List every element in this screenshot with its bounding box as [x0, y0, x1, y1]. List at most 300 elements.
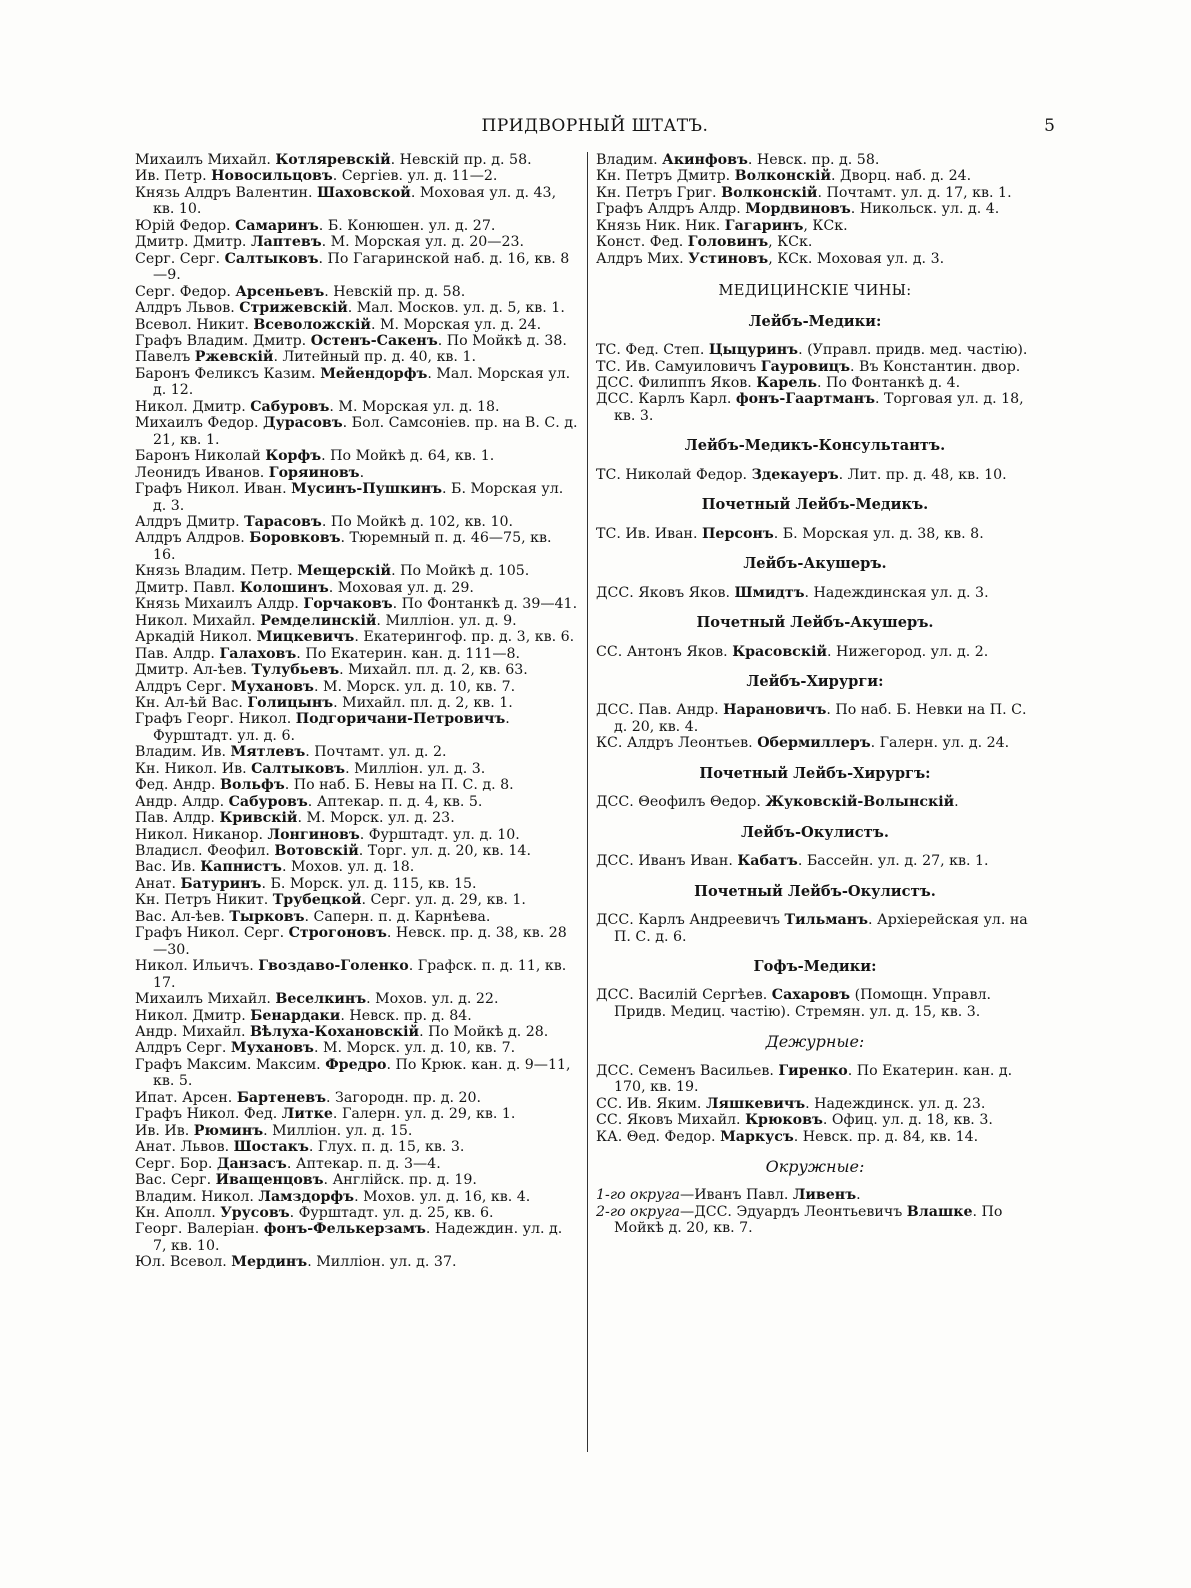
entry-prefix: Серг. Серг.: [135, 250, 225, 267]
entry-address: . М. Морск. ул. д. 10, кв. 7.: [313, 1040, 516, 1057]
directory-entry: [596, 201, 1038, 217]
entry-prefix: Михаилъ Федор.: [135, 415, 263, 432]
entry-address: . (Управл. придв. мед. частію).: [798, 342, 1028, 359]
entry-address: , КСк.: [803, 217, 848, 234]
entry-prefix: Леонидъ Иванов.: [135, 464, 269, 481]
entry-surname: Капнистъ: [200, 859, 282, 876]
directory-entry: [596, 1204, 1038, 1237]
section-title: Почетный Лейбъ-Хирургъ:: [699, 764, 931, 782]
entry-address: . Мохов. ул. д. 16, кв. 4.: [354, 1188, 531, 1205]
directory-entry: [135, 580, 578, 596]
entry-surname: Ляшкевичъ: [705, 1095, 806, 1112]
directory-entry: [596, 218, 1038, 234]
entry-prefix: Алдръ Алдров.: [135, 530, 250, 547]
entry-address: . Мал. Москов. ул. д. 5, кв. 1.: [347, 300, 565, 317]
directory-entry: [135, 958, 578, 991]
directory-entry: [135, 761, 578, 777]
section-title: Лейбъ-Хирурги:: [746, 672, 884, 690]
entry-surname: Данзасъ: [216, 1155, 287, 1172]
entry-address: . Дворц. наб. д. 24.: [831, 168, 972, 185]
entry-prefix: Кн. Ал-ѣй Вас.: [135, 694, 248, 711]
entry-address: . Фурштадт. ул. д. 25, кв. 6.: [289, 1205, 494, 1221]
entry-surname: Акинфовъ: [662, 152, 748, 168]
entry-surname: Колошинъ: [239, 579, 329, 596]
entry-address: . Аптекар. п. д. 3—4.: [286, 1155, 441, 1172]
entry-surname: Тулубьевъ: [251, 662, 340, 679]
directory-entry: [596, 391, 1038, 424]
entry-surname: Иващенцовъ: [215, 1172, 324, 1189]
entry-address: . Галерн. ул. д. 29, кв. 1.: [332, 1106, 516, 1123]
entry-address: . Б. Морская ул. д. 3.: [153, 481, 564, 514]
district-label: 1-го округа: [596, 1187, 680, 1204]
directory-entry: [135, 662, 578, 678]
directory-entry: [135, 152, 578, 168]
entry-surname: Мещерскій: [297, 563, 392, 580]
directory-entry: [135, 1139, 578, 1155]
entry-prefix: Князь Михаилъ Алдр.: [135, 596, 304, 613]
entry-address: , КСк. Моховая ул. д. 3.: [768, 250, 945, 267]
entry-address: . Невск. пр. д. 38, кв. 28—30.: [153, 925, 567, 958]
entry-prefix: Князь Владим. Петр.: [135, 563, 298, 580]
entry-address: .: [359, 464, 365, 481]
entry-prefix: Всевол. Никит.: [135, 316, 254, 333]
directory-entry: [596, 853, 1038, 869]
entry-address: . По Фонтанкѣ д. 4.: [816, 374, 961, 391]
entry-prefix: Алдръ Львов.: [135, 300, 240, 317]
directory-entry: [135, 827, 578, 843]
entry-address: . Милліон. ул. д. 3.: [345, 760, 486, 777]
directory-entry: [596, 794, 1038, 810]
directory-entry: [135, 596, 578, 612]
directory-entry: [135, 514, 578, 530]
directory-entry: [135, 1172, 578, 1188]
entry-address: . Англійск. пр. д. 19.: [323, 1172, 477, 1189]
entry-address: . По наб. Б. Невки на П. С. д. 20, кв. 4.: [614, 702, 1027, 735]
section-title: Почетный Лейбъ-Медикъ.: [701, 496, 929, 514]
section-title: Почетный Лейбъ-Окулистъ.: [694, 882, 936, 900]
entry-surname: Гвоздаво-Голенко: [258, 958, 409, 975]
directory-entry: [135, 415, 578, 448]
directory-entry: [596, 702, 1038, 735]
entry-prefix: КС. Алдръ Леонтьев.: [596, 735, 758, 752]
page-header: [135, 116, 1055, 144]
entry-surname: Трубецкой: [272, 892, 362, 909]
entry-surname: Салтыковъ: [251, 760, 346, 777]
entry-surname: Боровковъ: [249, 530, 341, 547]
entry-surname: Мятлевъ: [230, 744, 306, 761]
entry-address: . Бол. Самсоніев. пр. на В. С. д. 21, кв. 1.: [153, 415, 578, 448]
entry-prefix: Графъ Никол. Фед.: [135, 1106, 282, 1123]
entry-prefix: ДСС. Пав. Андр.: [596, 702, 724, 719]
entry-address: . Невск. пр. д. 58.: [747, 152, 880, 168]
directory-entry: [135, 909, 578, 925]
directory-entry: [135, 991, 578, 1007]
entry-surname: Салтыковъ: [224, 250, 319, 267]
entry-address: . М. Морск. ул. д. 10, кв. 7.: [313, 678, 516, 695]
entry-prefix: Серг. Бор.: [135, 1155, 217, 1172]
entry-prefix: Князь Ник. Ник.: [596, 217, 725, 234]
entry-prefix: ТС. Николай Федор.: [596, 466, 752, 483]
entry-prefix: Графъ Георг. Никол.: [135, 711, 296, 728]
entry-address: . По Крюк. кан. д. 9—11, кв. 5.: [153, 1056, 571, 1090]
directory-entry: [596, 152, 1038, 168]
entry-address: . Б. Морская ул. д. 38, кв. 8.: [773, 525, 984, 542]
directory-entry: [135, 481, 578, 514]
entry-prefix: Владим.: [596, 152, 663, 168]
entry-surname: Вотовскій: [274, 843, 359, 860]
entry-prefix: Баронъ Феликсъ Казим.: [135, 365, 321, 382]
directory-entry: [135, 892, 578, 908]
entry-prefix: ДСС. Семенъ Васильев.: [596, 1062, 779, 1079]
entry-address: . Почтамт. ул. д. 2.: [305, 744, 447, 761]
entry-surname: Сабуровъ: [250, 398, 330, 415]
entry-address: .: [856, 1187, 861, 1204]
entry-address: . Торговая ул. д. 18, кв. 3.: [614, 391, 1024, 424]
entry-surname: Самаринъ: [235, 217, 319, 234]
entry-prefix: Владисл. Феофил.: [135, 843, 275, 860]
entry-surname: Сабуровъ: [228, 793, 308, 810]
entry-address: . Нижегород. ул. д. 2.: [826, 643, 989, 660]
entry-prefix: ДСС. Θеофилъ Θедор.: [596, 794, 766, 811]
entry-surname: Нарановичъ: [723, 702, 827, 719]
entry-prefix: Графъ Никол. Серг.: [135, 925, 289, 942]
directory-entry: [596, 185, 1038, 201]
entry-prefix: Алдръ Дмитр.: [135, 513, 245, 530]
entry-prefix: Анат.: [135, 875, 181, 892]
entry-address: . Офиц. ул. д. 18, кв. 3.: [822, 1112, 993, 1129]
entry-prefix: Никол. Дмитр.: [135, 1007, 251, 1024]
directory-entry: [135, 218, 578, 234]
right-top-entries: [592, 152, 1038, 267]
entry-address: . Почтамт. ул. д. 17, кв. 1.: [817, 184, 1012, 201]
directory-entry: [596, 234, 1038, 250]
entry-prefix: СС. Ив. Яким.: [596, 1095, 706, 1112]
entry-address: . М. Морская ул. д. 20—23.: [321, 234, 525, 251]
directory-entry: [135, 448, 578, 464]
entry-prefix: Пав. Алдр.: [135, 645, 220, 662]
entry-prefix: Вас. Ив.: [135, 859, 201, 876]
entry-address: . Милліон. ул. д. 37.: [307, 1254, 457, 1271]
entry-prefix: Андр. Алдр.: [135, 793, 229, 810]
entry-surname: фонъ-Фелькерзамъ: [263, 1221, 426, 1238]
entry-address: . Торг. ул. д. 20, кв. 14.: [358, 843, 531, 860]
entry-address: . По Гагаринской наб. д. 16, кв. 8—9.: [153, 250, 570, 284]
directory-entry: [135, 695, 578, 711]
entry-prefix: ДСС. Яковъ Яков.: [596, 584, 735, 601]
entry-prefix: Аркадій Никол.: [135, 629, 257, 646]
directory-entry: [596, 1096, 1038, 1112]
entry-prefix: Кн. Петръ Григ.: [596, 184, 722, 201]
entry-prefix: ТС. Фед. Степ.: [596, 342, 709, 359]
directory-entry: [135, 1156, 578, 1172]
entry-prefix: Алдръ Мих.: [596, 250, 689, 267]
entry-surname: Лаптевъ: [250, 234, 322, 251]
directory-entry: [135, 794, 578, 810]
column-divider: [587, 152, 588, 1452]
entry-address: . Невск. пр. д. 84.: [340, 1007, 472, 1024]
entry-surname: Мухановъ: [230, 678, 314, 695]
entry-address: . Б. Морск. ул. д. 115, кв. 15.: [261, 875, 477, 892]
left-column: [135, 152, 578, 1271]
entry-prefix: Серг. Федор.: [135, 283, 236, 300]
entry-address: , КСк.: [768, 234, 813, 251]
directory-entry: [596, 1112, 1038, 1128]
directory-entry: [135, 399, 578, 415]
entry-surname: Всеволожскій: [253, 316, 371, 333]
entry-surname: Вѣлуха-Кохановскій: [249, 1024, 420, 1041]
directory-entry: [135, 317, 578, 333]
directory-entry: [135, 876, 578, 892]
entry-surname: Здекауеръ: [751, 466, 839, 483]
entry-address: . Загородн. пр. д. 20.: [326, 1089, 482, 1106]
entry-prefix: ДСС. Василій Сергѣев.: [596, 987, 772, 1004]
entry-surname: Дурасовъ: [263, 415, 343, 432]
entry-address: . По Мойкѣ д. 64, кв. 1.: [321, 448, 495, 465]
directory-entry: [596, 1187, 1038, 1203]
directory-entry: [135, 1205, 578, 1221]
entry-surname: Мейендорфъ: [320, 365, 428, 382]
entry-prefix: Никол. Ильичъ.: [135, 958, 259, 975]
directory-entry: [135, 1008, 578, 1024]
entry-address: . М. Морская ул. д. 18.: [329, 398, 500, 415]
entry-surname: Арсеньевъ: [235, 283, 325, 300]
entry-prefix: Князь Алдръ Валентин.: [135, 184, 317, 201]
entry-prefix: Михаилъ Михайл.: [135, 991, 276, 1008]
entry-prefix: ДСС. Иванъ Иван.: [596, 853, 738, 870]
entry-address: . Фурштадт. ул. д. 6.: [153, 711, 510, 744]
entry-surname: Гиренко: [778, 1062, 848, 1079]
entry-surname: Крюковъ: [745, 1112, 823, 1129]
directory-entry: [135, 1254, 578, 1270]
entry-surname: Фредро: [325, 1056, 387, 1073]
section-title: Дежурные:: [765, 1032, 865, 1052]
entry-address: . Надеждин. ул. д. 7, кв. 10.: [153, 1221, 563, 1254]
entry-surname: Обермиллеръ: [757, 735, 871, 752]
entry-surname: Ржевскій: [194, 349, 274, 366]
running-title: ПРИДВОРНЫЙ ШТАТЪ.: [481, 116, 709, 136]
directory-entry: [596, 912, 1038, 945]
entry-prefix: ДСС. Филиппъ Яков.: [596, 374, 757, 391]
entry-prefix: Владим. Ив.: [135, 744, 231, 761]
entry-surname: Горяиновъ: [268, 464, 360, 481]
entry-prefix: Кн. Аполл.: [135, 1205, 221, 1221]
entry-surname: Урусовъ: [220, 1205, 290, 1221]
entry-surname: Ремделинскій: [260, 612, 377, 629]
directory-entry: [135, 349, 578, 365]
entry-address: . По Фонтанкѣ д. 39—41.: [392, 596, 578, 613]
entry-prefix: Ив. Петр.: [135, 168, 212, 185]
entry-prefix: Баронъ Николай: [135, 448, 266, 465]
directory-entry: [596, 251, 1038, 267]
entry-surname: Голицынъ: [247, 694, 334, 711]
entry-address: . Глух. п. д. 15, кв. 3.: [308, 1139, 465, 1156]
entry-prefix: Пав. Алдр.: [135, 810, 220, 827]
entry-address: . Фурштадт. ул. д. 10.: [359, 826, 520, 843]
entry-address: . Бассейн. ул. д. 27, кв. 1.: [797, 853, 989, 870]
entry-surname: Шмидтъ: [734, 584, 805, 601]
directory-entry: [135, 251, 578, 284]
directory-entry: [596, 375, 1038, 391]
entry-prefix: Дмитр. Павл.: [135, 579, 240, 596]
entry-prefix: —Иванъ Павл.: [680, 1187, 793, 1204]
entry-surname: Ламздорфъ: [258, 1188, 355, 1205]
entry-prefix: —ДСС. Эдуардъ Леонтьевичъ: [680, 1203, 907, 1220]
entry-surname: Тильманъ: [784, 912, 869, 929]
entry-address: . Графск. п. д. 11, кв. 17.: [153, 958, 567, 991]
directory-entry: [135, 333, 578, 349]
entry-prefix: Графъ Максим. Максим.: [135, 1056, 326, 1073]
directory-entry: [135, 646, 578, 662]
entry-surname: Цыцуринъ: [708, 342, 799, 359]
entry-prefix: КА. Θед. Федор.: [596, 1128, 721, 1145]
entry-prefix: Дмитр. Дмитр.: [135, 234, 251, 251]
entry-surname: Жуковскій-Волынскій: [765, 794, 955, 811]
entry-prefix: Кн. Петръ Никит.: [135, 892, 273, 909]
entry-prefix: Вас. Серг.: [135, 1172, 216, 1189]
entry-address: . Милліон. ул. д. 15.: [263, 1122, 413, 1139]
entry-prefix: Графъ Никол. Иван.: [135, 481, 292, 498]
entry-address: . Мохов. ул. д. 18.: [281, 859, 415, 876]
section-title: Лейбъ-Медики:: [748, 312, 882, 330]
entry-address: . Моховая ул. д. 29.: [328, 579, 474, 596]
section-title: Почетный Лейбъ-Акушеръ.: [696, 614, 934, 632]
entry-address: (Помощн. Управл. Придв. Медиц. частію). Стремян. ул. д. 15, кв. 3.: [614, 987, 992, 1020]
entry-address: . Серг. ул. д. 29, кв. 1.: [361, 892, 526, 909]
entry-address: . По Мойкѣ д. 20, кв. 7.: [614, 1203, 1003, 1237]
directory-entry: [135, 366, 578, 399]
entry-surname: Волконскій: [734, 168, 832, 185]
entry-surname: Литке: [281, 1106, 333, 1123]
entry-prefix: Никол. Дмитр.: [135, 398, 251, 415]
entry-address: .: [954, 794, 959, 811]
entry-address: . По Мойкѣ д. 28.: [419, 1024, 549, 1041]
entry-prefix: Павелъ: [135, 349, 195, 366]
entry-surname: Головинъ: [687, 234, 769, 251]
entry-prefix: Андр. Михайл.: [135, 1024, 250, 1041]
right-column: [592, 152, 1038, 1237]
entry-prefix: Кн. Петръ Дмитр.: [596, 168, 735, 185]
entry-surname: Остенъ-Сакенъ: [310, 332, 438, 349]
entry-address: . Екатерингоф. пр. д. 3, кв. 6.: [354, 629, 575, 646]
entry-surname: Новосильцовъ: [211, 168, 333, 185]
entry-prefix: Анат. Львов.: [135, 1139, 234, 1156]
entry-surname: Бартеневъ: [236, 1089, 327, 1106]
section-title: Гофъ-Медики:: [753, 957, 877, 975]
directory-entry: [135, 859, 578, 875]
entry-address: . Саперн. п. д. Карнѣева.: [304, 908, 491, 925]
entry-prefix: СС. Антонъ Яков.: [596, 643, 733, 660]
directory-entry: [135, 185, 578, 218]
entry-prefix: Михаилъ Михайл.: [135, 152, 276, 168]
entry-address: . Тюремный п. д. 46—75, кв. 16.: [153, 530, 552, 563]
entry-surname: Вольфъ: [219, 777, 285, 794]
entry-prefix: Никол. Никанор.: [135, 826, 268, 843]
entry-prefix: Алдръ Серг.: [135, 678, 231, 695]
entry-prefix: Никол. Михайл.: [135, 612, 261, 629]
entry-prefix: СС. Яковъ Михайл.: [596, 1112, 746, 1129]
entry-surname: Карель: [756, 374, 817, 391]
medical-sections: [592, 314, 1038, 1237]
entry-address: . Галерн. ул. д. 24.: [870, 735, 1010, 752]
section-title: Лейбъ-Окулистъ.: [741, 823, 889, 841]
entry-surname: Кривскій: [219, 810, 298, 827]
entry-surname: Горчаковъ: [303, 596, 393, 613]
entry-prefix: Графъ Владим. Дмитр.: [135, 332, 311, 349]
entry-surname: Персонъ: [702, 525, 774, 542]
directory-entry: [596, 1063, 1038, 1096]
entry-address: . Никольск. ул. д. 4.: [850, 201, 1000, 218]
section-title: Лейбъ-Медикъ-Консультантъ.: [684, 437, 946, 455]
directory-entry: [135, 530, 578, 563]
entry-address: . Михайл. пл. д. 2, кв. 1.: [333, 694, 513, 711]
directory-entry: [135, 925, 578, 958]
entry-address: . По Екатерин. кан. д. 111—8.: [296, 645, 521, 662]
entry-surname: Волконскій: [721, 184, 818, 201]
directory-entry: [135, 810, 578, 826]
entry-prefix: Вас. Ал-ѣев.: [135, 908, 230, 925]
entry-surname: Кабатъ: [737, 853, 798, 870]
entry-prefix: ТС. Ив. Самуиловичъ: [596, 358, 761, 375]
entry-surname: Корфъ: [265, 448, 322, 465]
directory-entry: [596, 467, 1038, 483]
entry-address: . По Мойкѣ д. 102, кв. 10.: [321, 513, 514, 530]
directory-entry: [135, 613, 578, 629]
entry-prefix: Дмитр. Ал-ѣев.: [135, 662, 252, 679]
entry-address: . Невскій пр. д. 58.: [324, 283, 466, 300]
directory-entry: [596, 1129, 1038, 1145]
entry-address: . Архіерейская ул. на П. С. д. 6.: [614, 912, 1028, 945]
entry-surname: Мусинъ-Пушкинъ: [291, 481, 443, 498]
directory-entry: [596, 168, 1038, 184]
directory-entry: [135, 1189, 578, 1205]
page-number: 5: [1044, 116, 1055, 136]
entry-prefix: Графъ Алдръ Алдр.: [596, 201, 746, 218]
entry-address: . Лит. пр. д. 48, кв. 10.: [838, 466, 1007, 483]
entry-prefix: ТС. Ив. Иван.: [596, 525, 703, 542]
entry-surname: Подгоричани-Петровичъ: [295, 711, 506, 728]
entry-address: . Невск. пр. д. 84, кв. 14.: [793, 1128, 979, 1145]
entry-address: . М. Морская ул. д. 24.: [370, 316, 542, 333]
entry-prefix: Владим. Никол.: [135, 1188, 259, 1205]
entry-address: . Моховая ул. д. 43, кв. 10.: [153, 184, 557, 218]
entry-surname: Тарасовъ: [244, 513, 322, 530]
entry-prefix: Алдръ Серг.: [135, 1040, 231, 1057]
entry-address: . По Екатерин. кан. д. 170, кв. 19.: [614, 1062, 1013, 1096]
directory-entry: [596, 735, 1038, 751]
entry-surname: Тырковъ: [229, 908, 305, 925]
entry-surname: Влашке: [906, 1203, 973, 1220]
entry-address: . Милліон. ул. д. 9.: [376, 612, 517, 629]
entry-surname: Шостакъ: [233, 1139, 309, 1156]
district-label: 2-го округа: [596, 1203, 680, 1220]
entry-address: . Надеждинская ул. д. 3.: [804, 584, 989, 601]
directory-entry: [135, 1123, 578, 1139]
entry-address: . Въ Константин. двор.: [850, 358, 1021, 375]
entry-address: . По наб. Б. Невы на П. С. д. 8.: [284, 777, 514, 794]
directory-entry: [135, 1024, 578, 1040]
section-title: Лейбъ-Акушеръ.: [743, 555, 887, 573]
section-title: Окружные:: [765, 1157, 865, 1177]
entry-prefix: Ипат. Арсен.: [135, 1089, 237, 1106]
directory-entry: [135, 168, 578, 184]
entry-prefix: Конст. Фед.: [596, 234, 688, 251]
entry-address: . Аптекар. п. д. 4, кв. 5.: [307, 793, 483, 810]
directory-entry: [135, 563, 578, 579]
entry-prefix: Фед. Андр.: [135, 777, 220, 794]
directory-entry: [596, 644, 1038, 660]
entry-address: . Надеждинск. ул. д. 23.: [805, 1095, 986, 1112]
directory-entry: [135, 1090, 578, 1106]
